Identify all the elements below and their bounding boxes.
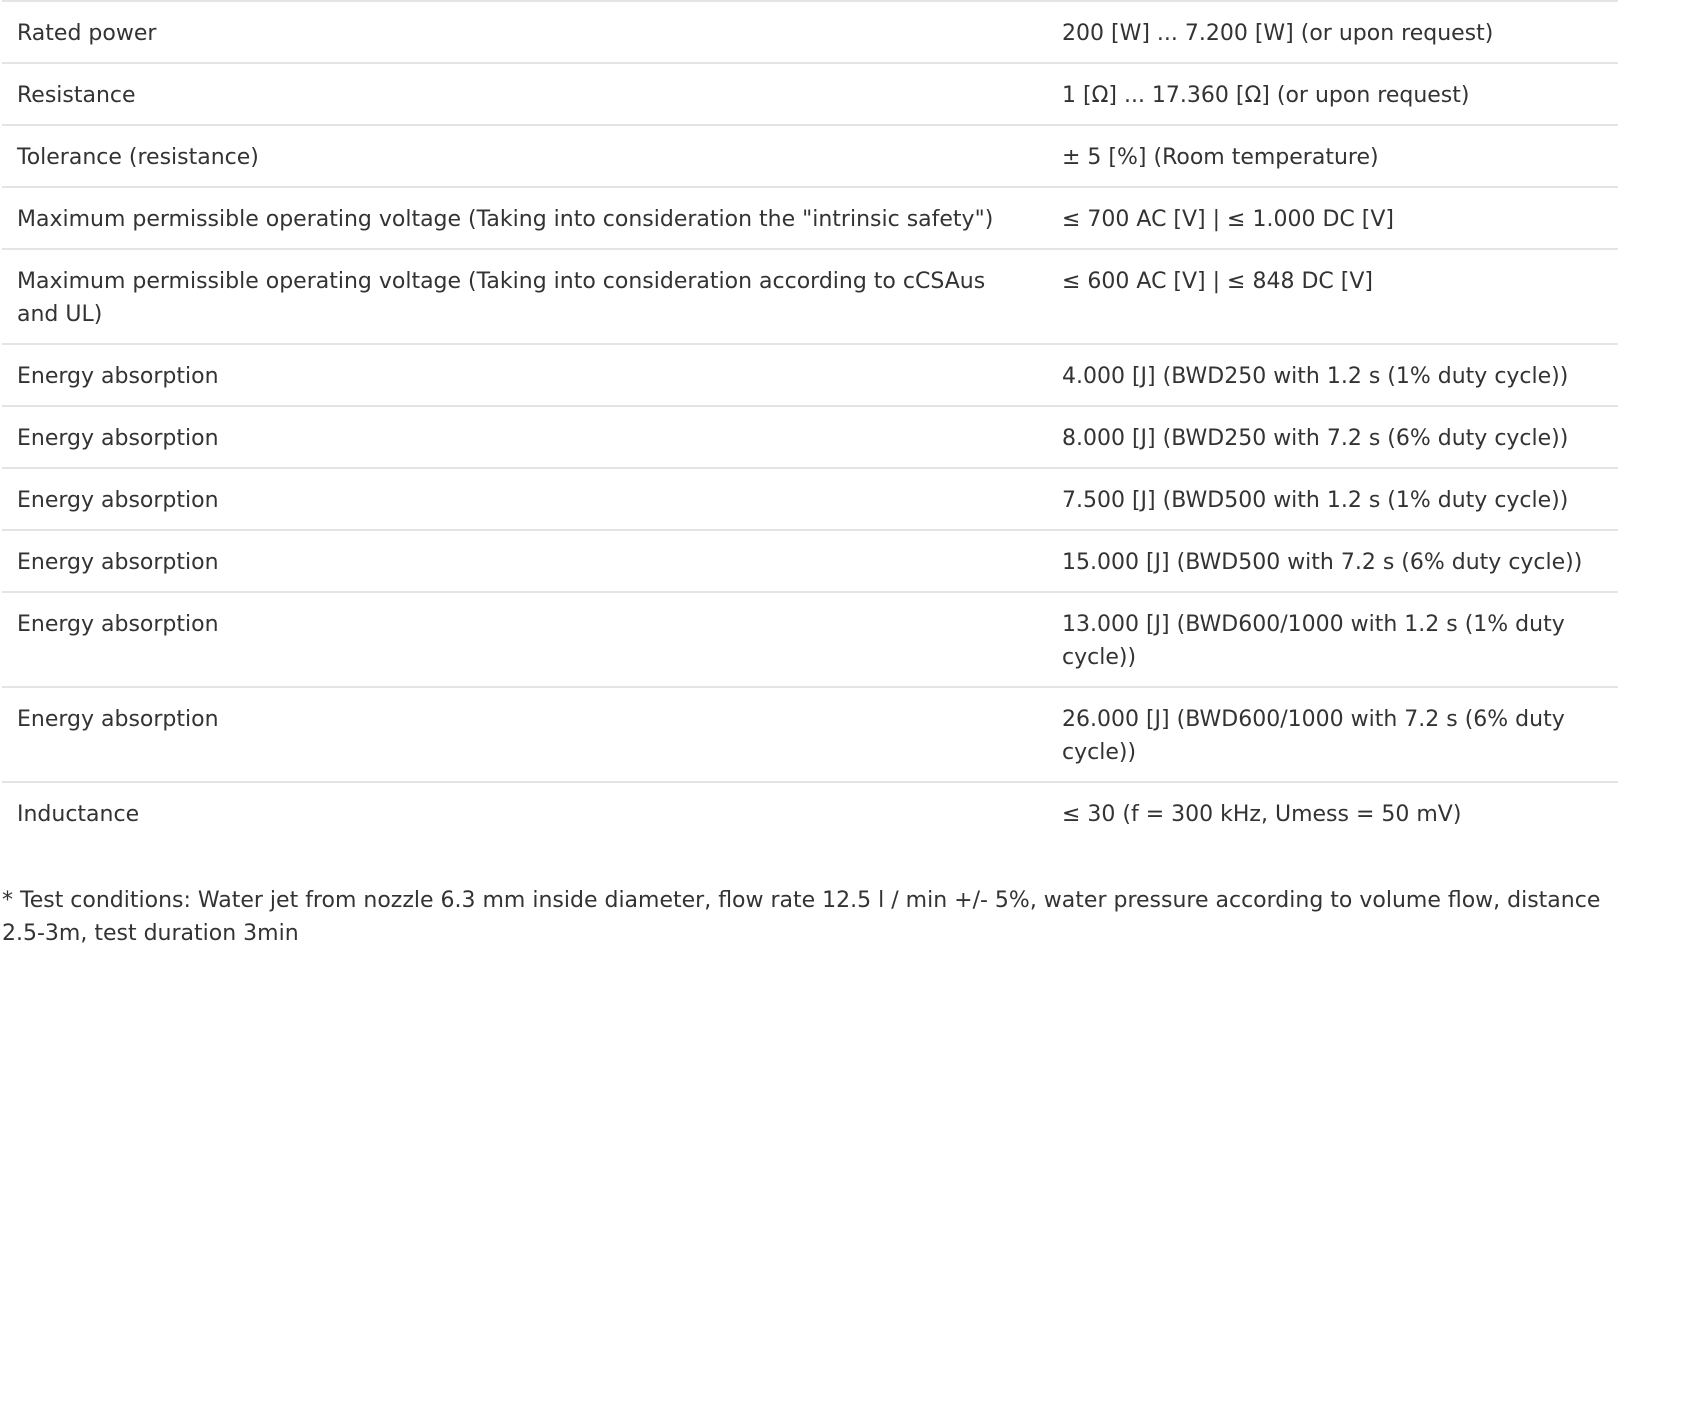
spec-label: Maximum permissible operating voltage (Taking into consideration the "intrinsic safety") bbox=[2, 187, 1046, 249]
table-row bbox=[2, 592, 1618, 687]
table-row bbox=[2, 63, 1618, 125]
spec-label: Energy absorption bbox=[2, 406, 1046, 468]
spec-value: 15.000 [J] (BWD500 with 7.2 s (6% duty cycle)) bbox=[1046, 530, 1618, 592]
table-row bbox=[2, 530, 1618, 592]
specs-table bbox=[2, 0, 1618, 843]
spec-label: Resistance bbox=[2, 63, 1046, 125]
table-row bbox=[2, 125, 1618, 187]
spec-value: 4.000 [J] (BWD250 with 1.2 s (1% duty cycle)) bbox=[1046, 344, 1618, 406]
spec-label: Rated power bbox=[2, 1, 1046, 63]
spec-value: 7.500 [J] (BWD500 with 1.2 s (1% duty cycle)) bbox=[1046, 468, 1618, 530]
spec-value: 8.000 [J] (BWD250 with 7.2 s (6% duty cycle)) bbox=[1046, 406, 1618, 468]
table-row bbox=[2, 249, 1618, 344]
table-row bbox=[2, 687, 1618, 782]
test-conditions-footnote: * Test conditions: Water jet from nozzle 6.3 mm inside diameter, flow rate 12.5 l / min +/- 5%, water pressure according to volume flow, distance 2.5-3m, test duration 3min bbox=[2, 888, 1601, 946]
spec-value: ≤ 30 (f = 300 kHz, Umess = 50 mV) bbox=[1046, 782, 1618, 843]
table-row bbox=[2, 344, 1618, 406]
spec-label: Tolerance (resistance) bbox=[2, 125, 1046, 187]
table-row bbox=[2, 1, 1618, 63]
spec-value: ≤ 700 AC [V] | ≤ 1.000 DC [V] bbox=[1046, 187, 1618, 249]
spec-value: 1 [Ω] ... 17.360 [Ω] (or upon request) bbox=[1046, 63, 1618, 125]
spec-value: 26.000 [J] (BWD600/1000 with 7.2 s (6% duty cycle)) bbox=[1046, 687, 1618, 782]
spec-value: ± 5 [%] (Room temperature) bbox=[1046, 125, 1618, 187]
spec-label: Maximum permissible operating voltage (Taking into consideration according to cCSAus and UL) bbox=[2, 249, 1046, 344]
table-row bbox=[2, 468, 1618, 530]
spec-label: Inductance bbox=[2, 782, 1046, 843]
spec-label: Energy absorption bbox=[2, 687, 1046, 782]
table-row bbox=[2, 406, 1618, 468]
table-row bbox=[2, 187, 1618, 249]
spec-value: 13.000 [J] (BWD600/1000 with 1.2 s (1% duty cycle)) bbox=[1046, 592, 1618, 687]
spec-label: Energy absorption bbox=[2, 592, 1046, 687]
spec-label: Energy absorption bbox=[2, 530, 1046, 592]
spec-value: 200 [W] ... 7.200 [W] (or upon request) bbox=[1046, 1, 1618, 63]
table-row bbox=[2, 782, 1618, 843]
spec-label: Energy absorption bbox=[2, 468, 1046, 530]
spec-label: Energy absorption bbox=[2, 344, 1046, 406]
spec-value: ≤ 600 AC [V] | ≤ 848 DC [V] bbox=[1046, 249, 1618, 344]
